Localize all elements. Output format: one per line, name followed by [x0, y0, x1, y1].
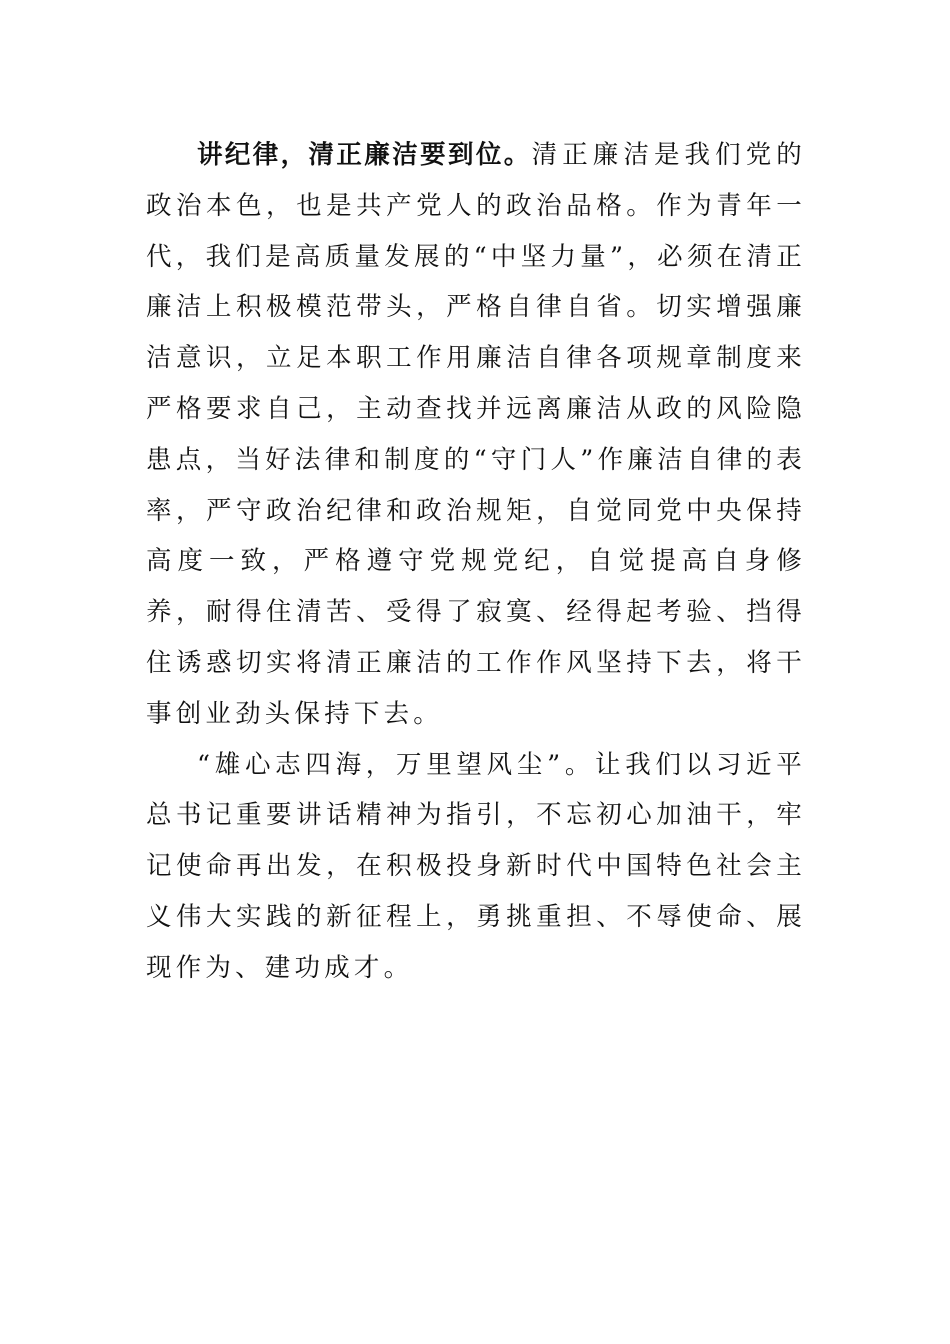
paragraph-text: “雄心志四海，万里望风尘”。让我们以习近平总书记重要讲话精神为指引，不忘初心加油干，牢记使命再出发，在积极投身新时代中国特色社会主义伟大实践的新征程上，勇挑重担、不辱使命、展现作为、建功成才。	[146, 749, 806, 983]
paragraph-text: 清正廉洁是我们党的政治本色，也是共产党人的政治品格。作为青年一代，我们是高质量发展的“中坚力量”，必须在清正廉洁上积极模范带头，严格自律自省。切实增强廉洁意识，立足本职工作用廉洁自律各项规章制度来严格要求自己，主动查找并远离廉洁从政的风险隐患点，当好法律和制度的“守门人”作廉洁自律的表率，严守政治纪律和政治规矩，自觉同党中央保持高度一致，严格遵守党规党纪，自觉提高自身修养，耐得住清苦、受得了寂寞、经得起考验、挡得住诱惑切实将清正廉洁的工作作风坚持下去，将干事创业劲头保持下去。	[146, 140, 806, 729]
paragraph-discipline	[146, 130, 806, 740]
paragraph-lead-heading: 讲纪律，清正廉洁要到位。	[197, 140, 532, 170]
document-body	[146, 130, 806, 994]
paragraph-closing	[146, 740, 806, 994]
